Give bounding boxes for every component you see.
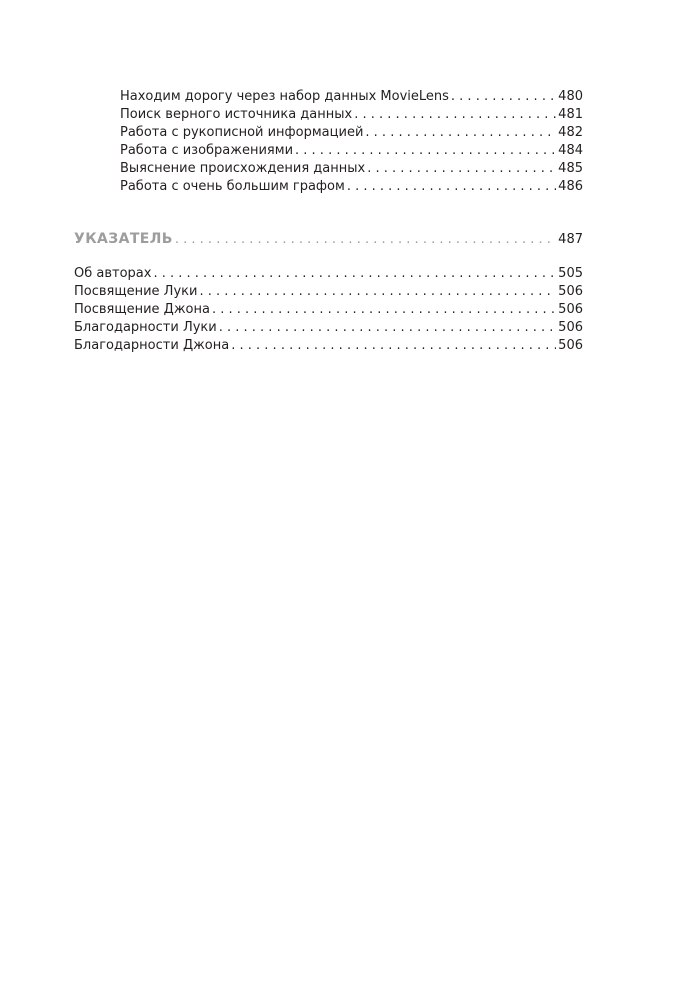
- toc-entry[interactable]: [120, 142, 583, 160]
- leader-dots: [354, 106, 556, 124]
- toc-entry-page: 505: [558, 266, 583, 281]
- index-heading: УКАЗАТЕЛЬ: [74, 231, 173, 247]
- toc-entry-label: Работа с рукописной информацией: [120, 125, 364, 140]
- toc-entry-page: 485: [558, 161, 583, 176]
- leader-dots: [231, 337, 556, 355]
- toc-entry-page: 482: [558, 125, 583, 140]
- toc-entry-label: Работа с очень большим графом: [120, 179, 345, 194]
- toc-entry-page: 506: [558, 284, 583, 299]
- leader-dots: [219, 319, 556, 337]
- leader-dots: [153, 265, 556, 283]
- leader-dots: [175, 231, 556, 249]
- toc-entry-label: Выяснение происхождения данных: [120, 161, 366, 176]
- toc-entry[interactable]: [74, 337, 583, 355]
- toc-entry-label: Благодарности Луки: [74, 320, 217, 335]
- toc-entry-page: 506: [558, 302, 583, 317]
- toc-entry-page: 506: [558, 338, 583, 353]
- leader-dots: [367, 160, 556, 178]
- toc-entry-page: 486: [558, 179, 583, 194]
- toc-entry-label: Работа с изображениями: [120, 143, 294, 158]
- toc-entry[interactable]: [74, 283, 583, 301]
- toc-entry-label: Посвящение Луки: [74, 284, 198, 299]
- toc-entry-page: 480: [558, 89, 583, 104]
- leader-dots: [212, 301, 556, 319]
- toc-entry-label: Посвящение Джона: [74, 302, 210, 317]
- leader-dots: [295, 142, 556, 160]
- toc-entry[interactable]: [120, 106, 583, 124]
- toc-index-entry[interactable]: [74, 230, 583, 248]
- toc-entry-page: 506: [558, 320, 583, 335]
- toc-entry[interactable]: [120, 88, 583, 106]
- toc-entry[interactable]: [120, 124, 583, 142]
- toc-entry-label: Об авторах: [74, 266, 152, 281]
- toc-entry-page: 484: [558, 143, 583, 158]
- toc-entry-label: Благодарности Джона: [74, 338, 230, 353]
- index-page: 487: [558, 232, 583, 247]
- toc-entry-label: Поиск верного источника данных: [120, 107, 353, 122]
- toc-entry[interactable]: [74, 319, 583, 337]
- leader-dots: [199, 283, 556, 301]
- toc-entry-page: 481: [558, 107, 583, 122]
- toc-entry[interactable]: [120, 178, 583, 196]
- toc-entry[interactable]: [120, 160, 583, 178]
- leader-dots: [365, 124, 556, 142]
- leader-dots: [347, 178, 556, 196]
- leader-dots: [451, 88, 556, 106]
- toc-entry[interactable]: [74, 301, 583, 319]
- toc-entry-label: Находим дорогу через набор данных MovieLens: [120, 89, 449, 104]
- toc-entry[interactable]: [74, 265, 583, 283]
